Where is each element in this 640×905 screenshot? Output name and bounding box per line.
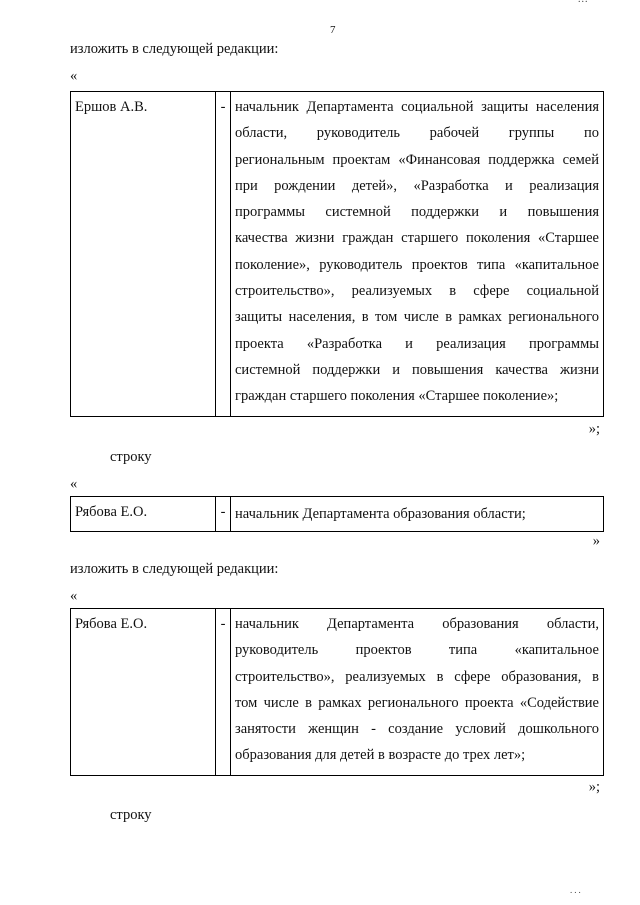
description-line: поколение», руководитель проектов типа «капитальное: [235, 256, 599, 273]
label-row-2: строку: [110, 807, 152, 823]
description-line: граждан старшего поколения «Старшее поколение»;: [235, 388, 559, 405]
description-line: области, руководитель рабочей группы по: [235, 125, 599, 142]
description-line: программы системной поддержки и повышения: [235, 204, 599, 221]
description-line: начальник Департамента социальной защиты населения: [235, 99, 599, 115]
description-line: системной поддержки и повышения качества жизни: [235, 361, 599, 378]
quote-close-1: »;: [588, 421, 600, 437]
description-line: качества жизни граждан старшего поколения «Старшее: [235, 230, 599, 247]
member-table-3: [70, 608, 604, 776]
intro-text-1: изложить в следующей редакции:: [70, 41, 279, 57]
page-number: 7: [330, 24, 336, 36]
dash-separator: -: [216, 609, 231, 776]
member-description: [231, 497, 604, 532]
bottom-corner-mark: ...: [570, 885, 583, 895]
quote-close-2: »: [592, 533, 600, 549]
description-line: начальник Департамента образования области,: [235, 616, 599, 632]
dash-separator: -: [216, 92, 231, 417]
description-line: защиты населения, в том числе в рамках регионального: [235, 309, 599, 326]
description-line: строительство», реализуемых в сфере социальной: [235, 283, 599, 300]
description-line: руководитель проектов типа «капитальное: [235, 642, 599, 659]
description-line: при рождении детей», «Разработка и реализация: [235, 177, 599, 194]
member-description: [231, 609, 604, 776]
member-table-1: [70, 91, 604, 417]
intro-text-2: изложить в следующей редакции:: [70, 561, 279, 577]
description-line: строительство», реализуемых в сфере образования, в: [235, 668, 599, 685]
description-line: образования для детей в возрасте до трех лет»;: [235, 747, 526, 764]
description-line: начальник Департамента образования области;: [235, 506, 526, 522]
member-name: Ершов А.В.: [71, 92, 216, 417]
member-description: [231, 92, 604, 417]
quote-close-3: »;: [588, 779, 600, 795]
quote-open-3: «: [70, 588, 78, 604]
quote-open-2: «: [70, 476, 78, 492]
corner-mark: [578, 0, 589, 5]
description-line: проекта «Разработка и реализация программы: [235, 335, 599, 352]
description-line: том числе в рамках регионального проекта «Содействие: [235, 694, 599, 711]
quote-open-1: «: [70, 68, 78, 84]
member-table-2: [70, 496, 604, 532]
dash-separator: -: [216, 497, 231, 532]
description-line: региональным проектам «Финансовая поддержка семей: [235, 151, 599, 168]
member-name: Рябова Е.О.: [71, 497, 216, 532]
label-row-1: строку: [110, 449, 152, 465]
member-name: Рябова Е.О.: [71, 609, 216, 776]
description-line: занятости женщин - создание условий дошкольного: [235, 721, 599, 738]
